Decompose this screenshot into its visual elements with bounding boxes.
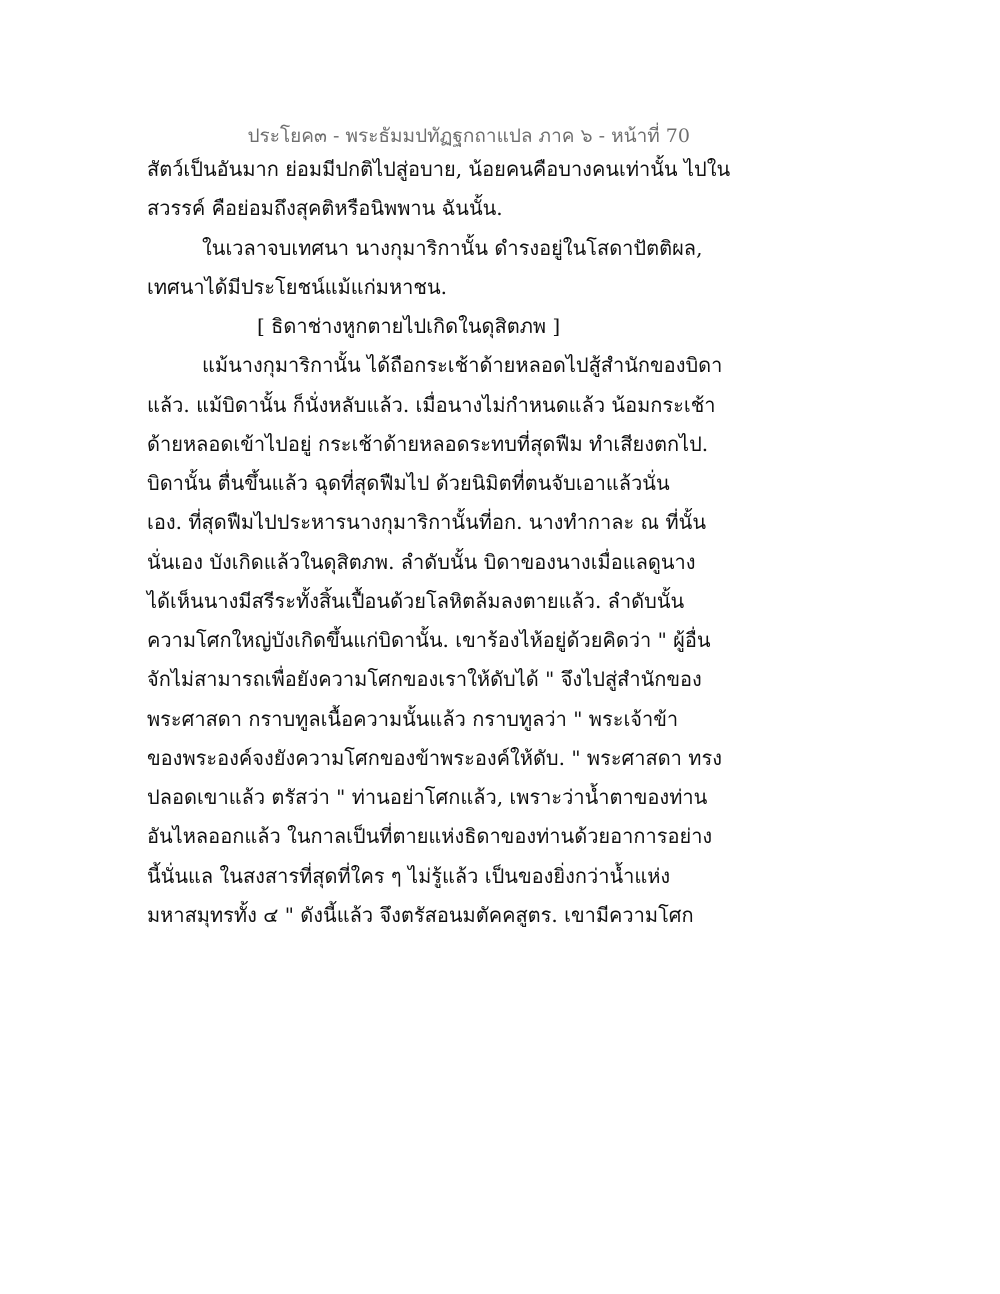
text-line: ปลอดเขาแล้ว ตรัสว่า " ท่านอย่าโศกแล้ว, เพราะว่าน้ำตาของท่าน <box>147 785 708 809</box>
text-line: สวรรค์ คือย่อมถึงสุคติหรือนิพพาน ฉันนั้น. <box>147 196 503 221</box>
text-line: สัตว์เป็นอันมาก ย่อมมีปกติไปสู่อบาย, น้อยคนคือบางคนเท่านั้น ไปใน <box>147 157 731 181</box>
text-line: ในเวลาจบเทศนา นางกุมาริกานั้น ดำรงอยู่ในโสดาปัตติผล, <box>202 235 703 260</box>
text-line: บิดานั้น ตื่นขึ้นแล้ว ฉุดที่สุดฟืมไป ด้วยนิมิตที่ตนจับเอาแล้วนั่น <box>147 471 670 495</box>
text-line: มหาสมุทรทั้ง ๔ " ดังนี้แล้ว จึงตรัสอนมตัคคสูตร. เขามีความโศก <box>147 902 694 927</box>
text-line: แม้นางกุมาริกานั้น ได้ถือกระเช้าด้ายหลอดไปสู้สำนักของบิดา <box>202 353 723 378</box>
text-line: นี้นั่นแล ในสงสารที่สุดที่ใคร ๆ ไม่รู้แล้ว เป็นของยิ่งกว่าน้ำแห่ง <box>147 863 671 888</box>
text-line: ของพระองค์จงยังความโศกของข้าพระองค์ให้ดับ. " พระศาสดา ทรง <box>147 745 722 770</box>
text-line: พระศาสดา กราบทูลเนื้อความนั้นแล้ว กราบทูลว่า " พระเจ้าข้า <box>147 706 679 731</box>
text-line: เทศนาได้มีประโยชน์แม้แก่มหาชน. <box>147 274 448 299</box>
section-heading: [ ธิดาช่างหูกตายไปเกิดในดุสิตภพ ] <box>257 314 561 338</box>
body-text <box>147 150 731 935</box>
page-header: ประโยค๓ - พระธัมมปทัฏฐกถาแปล ภาค ๖ - หน้าที่ 70 <box>247 125 690 147</box>
text-line: แล้ว. แม้บิดานั้น ก็นั่งหลับแล้ว. เมื่อนางไม่กำหนดแล้ว น้อมกระเช้า <box>147 392 716 417</box>
text-line: ได้เห็นนางมีสรีระทั้งสิ้นเปื้อนด้วยโลหิตล้มลงตายแล้ว. ลำดับนั้น <box>147 588 685 613</box>
text-line: เอง. ที่สุดฟืมไปประหารนางกุมาริกานั้นที่อก. นางทำกาละ ณ ที่นั้น <box>147 510 706 535</box>
text-line: ความโศกใหญ่บังเกิดขึ้นแก่บิดานั้น. เขาร้องไห้อยู่ด้วยคิดว่า " ผู้อื่น <box>147 628 711 652</box>
text-line: ด้ายหลอดเข้าไปอยู่ กระเช้าด้ายหลอดระทบที่สุดฟืม ทำเสียงตกไป. <box>147 431 709 456</box>
text-line: จักไม่สามารถเพื่อยังความโศกของเราให้ดับได้ " จึงไปสู่สำนักของ <box>147 667 702 692</box>
text-line: นั่นเอง บังเกิดแล้วในดุสิตภพ. ลำดับนั้น บิดาของนางเมื่อแลดูนาง <box>147 549 696 574</box>
text-line: อันไหลออกแล้ว ในกาลเป็นที่ตายแห่งธิดาของท่านด้วยอาการอย่าง <box>147 824 713 849</box>
